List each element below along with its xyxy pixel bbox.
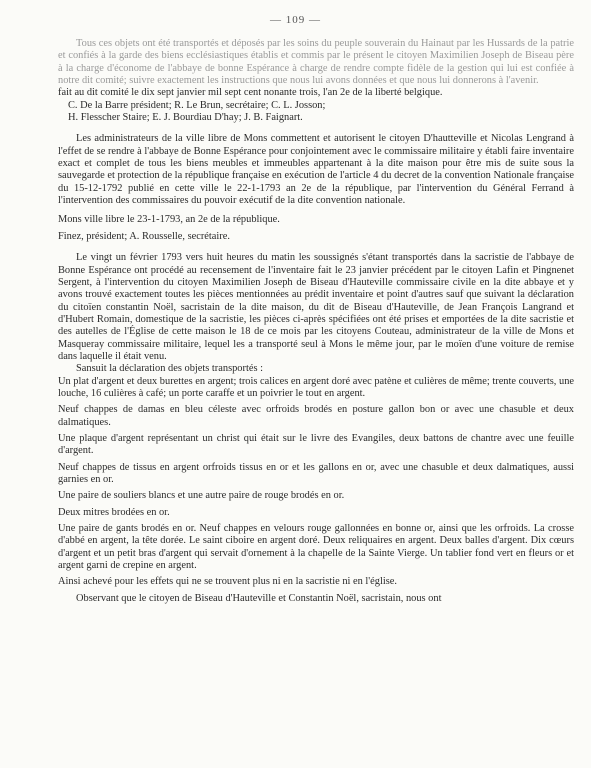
list-item: Une plaque d'argent représentant un christ qui était sur le livre des Evangiles, deux battons de chantre avec une feuille d'argent. (58, 432, 574, 457)
list-item: Deux mitres brodées en or. (58, 506, 170, 518)
paragraph-declaration: Sansuit la déclaration des objets transportés : (76, 363, 263, 375)
paragraph-mons-date: Mons ville libre le 23-1-1793, an 2e de la république. (58, 214, 280, 226)
paragraph-dated-closing: fait au dit comité le dix sept janvier mil sept cent nonante trois, l'an 2e de la liberté belgique. (58, 87, 443, 99)
list-item: Un plat d'argent et deux burettes en argent; trois calices en argent doré avec patène et culières de même; trente couverts, une louche, 16 culières à café; un porte caraffe et un poivrier le tout en argent. (58, 375, 574, 399)
list-item: Une paire de souliers blancs et une autre paire de rouge brodés en or. (58, 490, 345, 502)
signatures-line-2: H. Flesscher Staire; E. J. Bourdiau D'hay; J. B. Faignart. (68, 112, 303, 124)
paragraph-observation: Observant que le citoyen de Biseau d'Hauteville et Constantin Noël, sacristain, nous ont (76, 592, 442, 604)
paragraph-administrators: Les administrateurs de la ville libre de Mons commettent et autorisent le citoyen D'hautteville et Nicolas Lengrand à l'effet de se rendre à l'abbaye de Bonne Espérance pour conjointement avec le commissaire militaire y établi faire inventaire exact et complet de tous les biens meubles et immeubles appartenant à la dite maison pour être mis de suite sous la sauvegarde et protection de la république française en exécution de l'article 4 du decret de la convention Nationale française du 15-12-1792 publié en cette ville le 22-1-1793 an 2e de la république, par l'intervention du Général Ferrand à l'intervention des commissaires du pouvoir exécutif de la dite convention nationale. (58, 133, 574, 207)
document-body (58, 38, 574, 605)
paragraph-inventory: Le vingt un février 1793 vers huit heures du matin les soussignés s'étant transportés dans la sacristie de l'abbaye de Bonne Espérance ont procédé au recensement de l'inventaire fait le 23 janvier précédent par le citoyen Lafin et Pingnenet Sergent, à l'intervention du citoyen Maximilien Joseph de Biseau d'Hauteville commissaire civile en la dite abbaye et y avons trouvé exactement toutes les pièces mentionnées au prédit inventaire et point d'autres sauf que suivant la déclaration du citoïen constantin Noël, sacristain de la dite maison, du dit de Biseau d'Hauteville, de Jean François Langrand et d'Hubert Romain, domestique de la sacristie, les pièces ci-après spécifiées ont été prises et emportées de la dite sacristie et des autelles de l'Église de cette maison le 18 de ce mois par les citoyens Couteau, administrateur de la ville de Mons et Masqueray commissaire militaire, lequel les a transporté seul à Mons le même jour, par le moïen d'une voiture de remise dans laquelle il était venu. (58, 252, 574, 362)
list-item: Une paire de gants brodés en or. Neuf chappes en velours rouge gallonnées en bonne or, ainsi que les orfroids. La crosse d'abbé en argent, la tête dorée. Le saint ciboire en argent doré. Deux reliquaires en argent. Deux balles d'argent. Dix cœurs d'argent et un petit bras d'argent qui servait d'ornement à la chapelle de la Sainte Vierge. Un tablier fond vert en fleurs or et argent garni de crepine en argent. (58, 523, 574, 572)
page-number: — 109 — (270, 14, 321, 26)
list-item: Neuf chappes de tissus en argent orfroids tissus en or et les gallons en or, avec une chasuble et deux dalmatiques, aussi garnies en or. (58, 461, 574, 485)
transported-objects-list (58, 376, 574, 589)
list-item: Ainsi achevé pour les effets qui ne se trouvent plus ni en la sacristie ni en l'église. (58, 576, 397, 588)
faded-paragraph: Tous ces objets ont été transportés et déposés par les soins du peuple souverain du Hainaut par les Hussards de la patrie et confiés à la garde des biens ecclésiastiques établis et commis par le présent le citoyen Maximilien Joseph de Biseau père à la charge d'économe de l'abbaye de bonne Espérance à charge de rendre compte fidèle de la gestion qui lui est confiée à notre dit comité; suivre exactement les instructions que nous lui avons données et que nous lui donnerons à l'avenir. (58, 38, 574, 87)
list-item: Neuf chappes de damas en bleu céleste avec orfroids brodés en posture gallon bon or avec une chasuble et deux dalmatiques. (58, 404, 574, 428)
signatures-line-3: Finez, président; A. Rousselle, secrétaire. (58, 230, 230, 242)
signatures-line-1: C. De la Barre président; R. Le Brun, secrétaire; C. L. Josson; (68, 99, 326, 111)
